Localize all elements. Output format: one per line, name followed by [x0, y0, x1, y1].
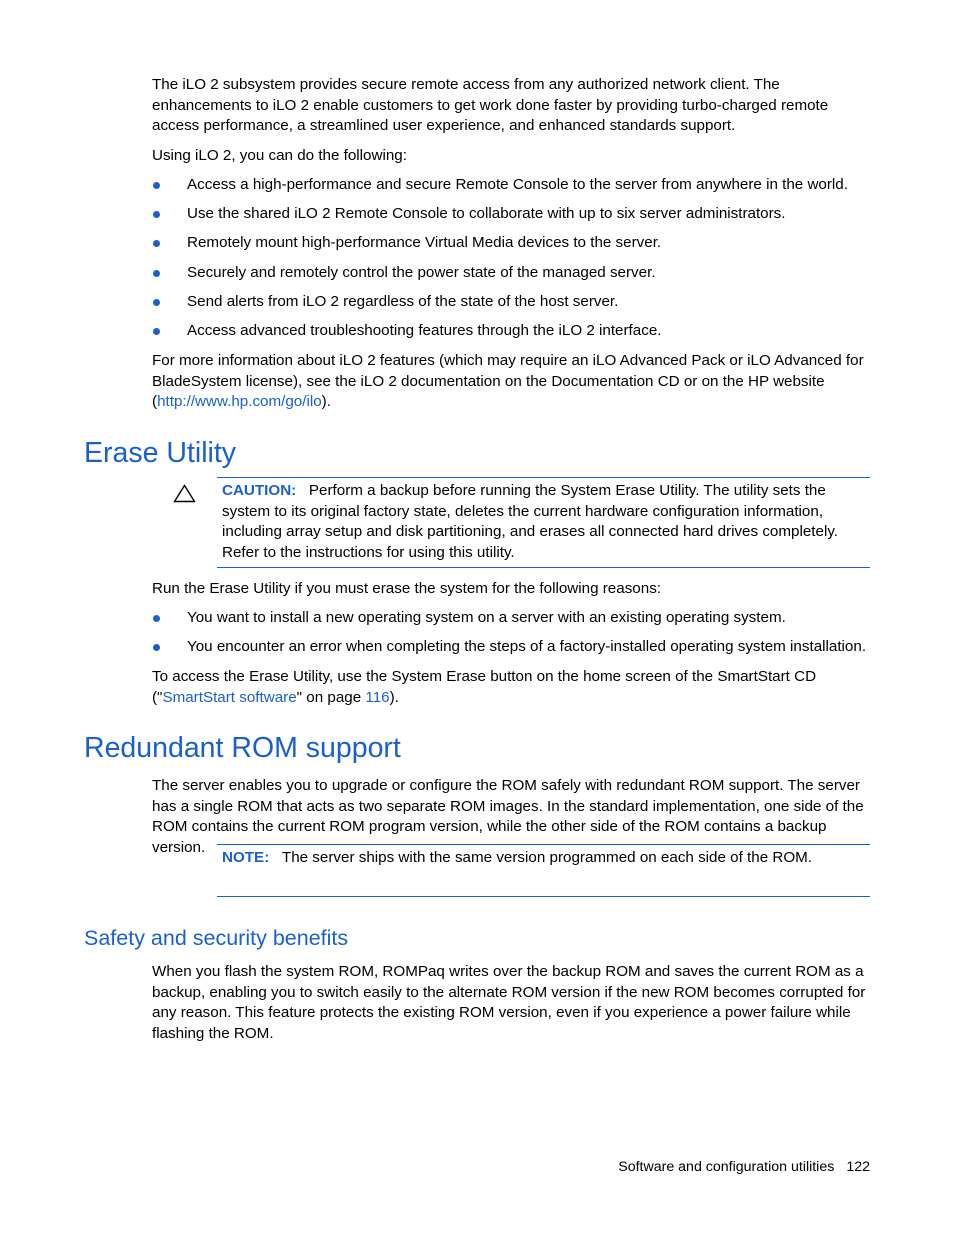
caution-bottom-rule [217, 567, 870, 568]
list-item: Access a high-performance and secure Remote Console to the server from anywhere in the world. [152, 175, 870, 196]
bullet-dot-icon [153, 270, 160, 277]
intro-paragraph-3: For more information about iLO 2 features (which may require an iLO Advanced Pack or iLO Advanced for BladeSystem license), see the iLO 2 documentation on the Documentation CD or on the HP website (http://www.hp.com/go/ilo). [152, 352, 864, 411]
caution-text: Perform a backup before running the System Erase Utility. The utility sets the system to its original factory state, deletes the current hardware configuration information, including array setup and disk partitioning, and erases all connected hard drives completely. Refer to the instructions for using this utility. [222, 482, 839, 561]
footer-section: Software and configuration utilities [618, 1159, 835, 1175]
safety-heading: Safety and security benefits [84, 926, 349, 950]
smartstart-software-link[interactable]: SmartStart software [162, 688, 297, 706]
rom-paragraph-1: The server enables you to upgrade or configure the ROM safely with redundant ROM support. The server has a single ROM that acts as two separate ROM images. In the standard implementation, one side of the ROM contains the current ROM program version, while the other side of the ROM contains a backup version. [152, 777, 864, 856]
note-text: The server ships with the same version programmed on each side of the ROM. [281, 849, 813, 866]
safety-paragraph-1: When you flash the system ROM, ROMPaq writes over the backup ROM and saves the current ROM as a backup, enabling you to switch easily to the alternate ROM version if the new ROM becomes corrupted for any reason. This feature protects the existing ROM version, even if you experience a power failure while flashing the ROM. [152, 963, 866, 1042]
list-item: Securely and remotely control the power state of the managed server. [152, 263, 870, 284]
redundant-rom-heading: Redundant ROM support [84, 732, 401, 764]
list-item: Use the shared iLO 2 Remote Console to collaborate with up to six server administrators. [152, 204, 870, 225]
intro-paragraph-1: The iLO 2 subsystem provides secure remote access from any authorized network client. The enhancements to iLO 2 enable customers to get work done faster by providing turbo-charged remote access performance, a streamlined user experience, and enhanced standards support. [152, 76, 829, 135]
page-number: 122 [846, 1159, 870, 1175]
erase-utility-heading: Erase Utility [84, 437, 237, 469]
bullet-dot-icon [153, 182, 160, 189]
list-item: Send alerts from iLO 2 regardless of the state of the host server. [152, 292, 870, 313]
caution-callout [222, 481, 870, 563]
bullet-dot-icon [153, 240, 160, 247]
note-top-rule [217, 844, 870, 845]
caution-label: CAUTION: [222, 482, 297, 499]
note-callout [222, 848, 870, 869]
note-label: NOTE: [222, 849, 270, 866]
erase-paragraph-1: Run the Erase Utility if you must erase the system for the following reasons: [152, 580, 662, 597]
list-item: You want to install a new operating system on a server with an existing operating system. [152, 608, 870, 629]
list-item: You encounter an error when completing the steps of a factory-installed operating system installation. [152, 637, 870, 658]
erase-paragraph-2: To access the Erase Utility, use the System Erase button on the home screen of the SmartStart CD ("SmartStart software" on page 116). [152, 668, 817, 706]
page-footer [618, 1157, 870, 1178]
list-item: Remotely mount high-performance Virtual Media devices to the server. [152, 233, 870, 254]
bullet-dot-icon [153, 299, 160, 306]
intro-paragraph-2: Using iLO 2, you can do the following: [152, 147, 407, 164]
bullet-dot-icon [153, 211, 160, 218]
hp-ilo-link[interactable]: http://www.hp.com/go/ilo [157, 393, 322, 411]
note-bottom-rule [217, 896, 870, 897]
list-item: Access advanced troubleshooting features through the iLO 2 interface. [152, 321, 870, 342]
page-116-link[interactable]: 116 [365, 688, 390, 706]
bullet-dot-icon [153, 644, 160, 651]
bullet-dot-icon [153, 328, 160, 335]
bullet-dot-icon [153, 615, 160, 622]
intro-bullet-list [152, 175, 870, 350]
caution-top-rule [217, 477, 870, 478]
caution-triangle-icon [173, 484, 196, 503]
erase-bullet-list [152, 608, 870, 666]
